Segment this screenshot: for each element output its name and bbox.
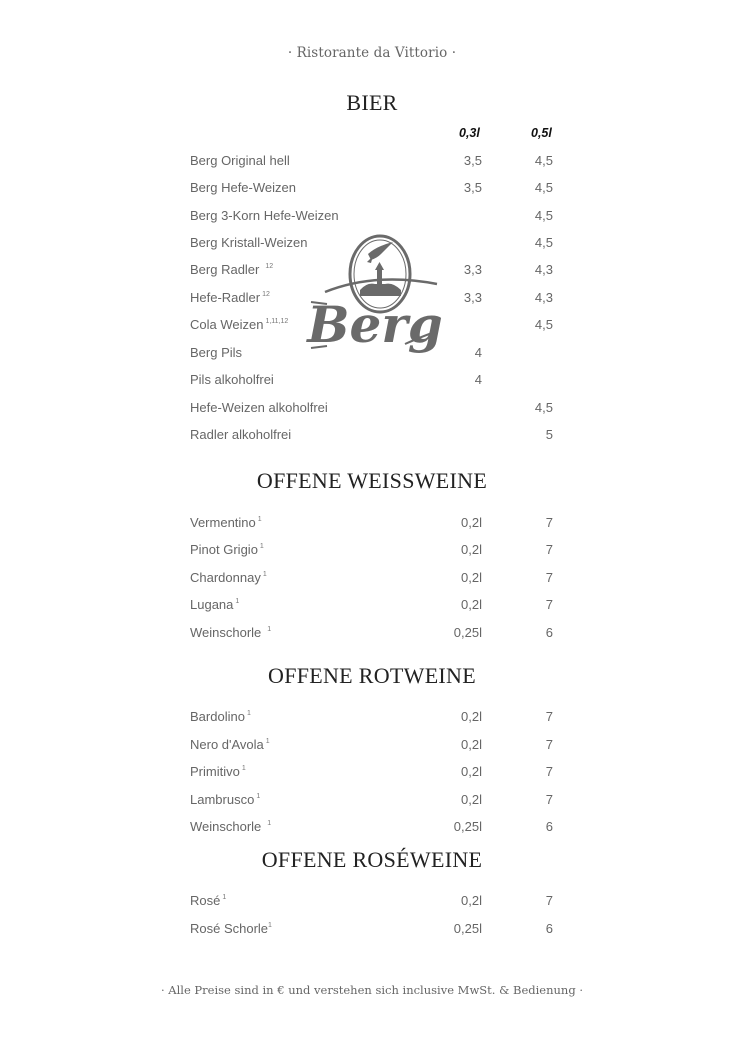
menu-item bbox=[190, 208, 555, 228]
price-0-3l: 3,5 bbox=[463, 153, 482, 168]
item-name: Primitivo bbox=[190, 764, 240, 779]
price-0-5l: 4,5 bbox=[534, 208, 553, 223]
price-0-3l: 4 bbox=[474, 345, 482, 360]
allergen-note: 1 bbox=[235, 598, 240, 605]
price: 7 bbox=[545, 893, 553, 908]
menu-item bbox=[190, 290, 555, 310]
menu-item bbox=[190, 597, 555, 617]
menu-item bbox=[190, 709, 555, 729]
item-name: Berg Pils bbox=[190, 345, 243, 360]
menu-item bbox=[190, 792, 555, 812]
logo-text: Berg bbox=[307, 295, 443, 354]
allergen-note: 1 bbox=[268, 922, 272, 929]
price-0-5l: 5 bbox=[545, 427, 553, 442]
price: 7 bbox=[545, 792, 553, 807]
price-disclaimer: · Alle Preise sind in € und verstehen sich inclusive MwSt. & Bedienung · bbox=[160, 983, 583, 997]
menu-item bbox=[190, 262, 555, 282]
allergen-note: 12 bbox=[265, 263, 274, 270]
menu-item bbox=[190, 180, 555, 200]
price-0-5l: 4,3 bbox=[534, 290, 553, 305]
allergen-note: 1 bbox=[259, 543, 264, 550]
price: 7 bbox=[545, 709, 553, 724]
section-title-roseweine: OFFENE ROSÉWEINE bbox=[261, 847, 483, 872]
item-name: Weinschorle bbox=[190, 625, 262, 640]
volume: 0,2l bbox=[461, 893, 482, 908]
price-0-5l: 4,3 bbox=[534, 262, 553, 277]
item-name: Lambrusco bbox=[190, 792, 255, 807]
price: 7 bbox=[545, 570, 553, 585]
item-name: Weinschorle bbox=[190, 819, 262, 834]
price: 7 bbox=[545, 542, 553, 557]
allergen-note: 1 bbox=[267, 626, 272, 633]
allergen-note: 1 bbox=[256, 793, 261, 800]
menu-item bbox=[190, 345, 555, 365]
item-name: Hefe-Weizen alkoholfrei bbox=[190, 400, 328, 415]
price-0-3l: 3,3 bbox=[463, 290, 482, 305]
column-header-0-3l: 0,3l bbox=[459, 126, 480, 140]
item-name: Hefe-Radler bbox=[190, 290, 261, 305]
volume: 0,2l bbox=[461, 542, 482, 557]
menu-item bbox=[190, 372, 555, 392]
menu-item bbox=[190, 764, 555, 784]
item-name: Berg Radler bbox=[190, 262, 260, 277]
price-0-5l: 4,5 bbox=[534, 235, 553, 250]
allergen-note: 1 bbox=[262, 571, 267, 578]
allergen-note: 1 bbox=[222, 894, 227, 901]
item-name: Radler alkoholfrei bbox=[190, 427, 292, 442]
menu-item bbox=[190, 570, 555, 590]
item-name: Berg Hefe-Weizen bbox=[190, 180, 296, 195]
menu-item bbox=[190, 625, 555, 645]
menu-item bbox=[190, 542, 555, 562]
menu-item bbox=[190, 400, 555, 420]
allergen-note: 1 bbox=[241, 765, 246, 772]
price-0-5l: 4,5 bbox=[534, 400, 553, 415]
volume: 0,2l bbox=[461, 764, 482, 779]
menu-item bbox=[190, 893, 555, 913]
price: 7 bbox=[545, 515, 553, 530]
price: 6 bbox=[545, 921, 553, 936]
section-title-bier: BIER bbox=[346, 90, 398, 115]
volume: 0,2l bbox=[461, 597, 482, 612]
price: 7 bbox=[545, 597, 553, 612]
allergen-note: 1 bbox=[257, 516, 262, 523]
menu-item bbox=[190, 153, 555, 173]
price-0-3l: 3,5 bbox=[463, 180, 482, 195]
menu-item bbox=[190, 737, 555, 757]
price-0-3l: 4 bbox=[474, 372, 482, 387]
volume: 0,2l bbox=[461, 515, 482, 530]
restaurant-name: · Ristorante da Vittorio · bbox=[287, 45, 457, 61]
menu-item bbox=[190, 235, 555, 255]
item-name: Berg Original hell bbox=[190, 153, 290, 168]
item-name: Vermentino bbox=[190, 515, 256, 530]
allergen-note: 1 bbox=[267, 820, 272, 827]
item-name: Rosé bbox=[190, 893, 221, 908]
item-name: Cola Weizen bbox=[190, 317, 264, 332]
item-name: Bardolino bbox=[190, 709, 245, 724]
price: 7 bbox=[545, 737, 553, 752]
volume: 0,2l bbox=[461, 737, 482, 752]
volume: 0,2l bbox=[461, 570, 482, 585]
allergen-note: 12 bbox=[262, 291, 270, 298]
price-0-5l: 4,5 bbox=[534, 153, 553, 168]
allergen-note: 1 bbox=[265, 738, 270, 745]
item-name: Lugana bbox=[190, 597, 234, 612]
volume: 0,2l bbox=[461, 709, 482, 724]
volume: 0,25l bbox=[453, 625, 482, 640]
item-name: Pils alkoholfrei bbox=[190, 372, 274, 387]
price-0-5l: 4,5 bbox=[534, 180, 553, 195]
price-0-5l: 4,5 bbox=[534, 317, 553, 332]
item-name: Nero d'Avola bbox=[190, 737, 264, 752]
allergen-note: 1 bbox=[246, 710, 251, 717]
item-name: Berg Kristall-Weizen bbox=[190, 235, 308, 250]
item-name: Chardonnay bbox=[190, 570, 261, 585]
section-title-rotweine: OFFENE ROTWEINE bbox=[268, 663, 476, 688]
price: 7 bbox=[545, 764, 553, 779]
menu-item bbox=[190, 921, 555, 941]
volume: 0,2l bbox=[461, 792, 482, 807]
volume: 0,25l bbox=[453, 921, 482, 936]
allergen-note: 1,11,12 bbox=[265, 318, 289, 325]
price-0-3l: 3,3 bbox=[463, 262, 482, 277]
price: 6 bbox=[545, 819, 553, 834]
item-name: Rosé Schorle bbox=[190, 921, 269, 936]
menu-item bbox=[190, 427, 555, 447]
volume: 0,25l bbox=[453, 819, 482, 834]
price: 6 bbox=[545, 625, 553, 640]
menu-item bbox=[190, 819, 555, 839]
column-header-0-5l: 0,5l bbox=[531, 126, 552, 140]
menu-item bbox=[190, 515, 555, 535]
menu-item bbox=[190, 317, 555, 337]
item-name: Pinot Grigio bbox=[190, 542, 258, 557]
section-title-weissweine: OFFENE WEISSWEINE bbox=[256, 468, 488, 493]
item-name: Berg 3-Korn Hefe-Weizen bbox=[190, 208, 339, 223]
